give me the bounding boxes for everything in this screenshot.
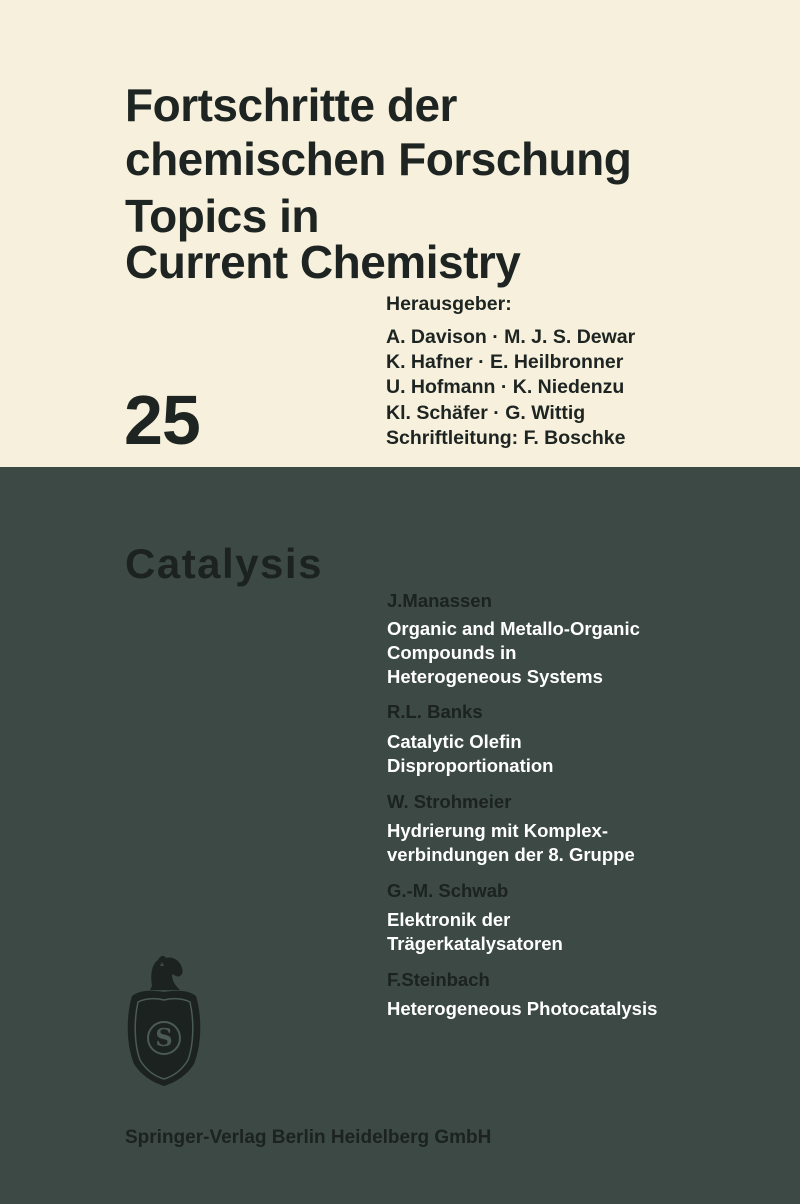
series-title-en-line2: Current Chemistry <box>125 236 521 288</box>
contribution-author: F.Steinbach <box>387 969 490 990</box>
contribution-title: Organic and Metallo-Organic <box>387 618 640 639</box>
contribution-title: Disproportionation <box>387 755 554 776</box>
editor-line: A. Davison · M. J. S. Dewar <box>386 326 636 348</box>
contribution-title: Heterogeneous Photocatalysis <box>387 998 658 1019</box>
subject-title: Catalysis <box>125 540 323 587</box>
contribution-title: verbindungen der 8. Gruppe <box>387 844 635 865</box>
volume-number: 25 <box>124 381 200 459</box>
editor-line: U. Hofmann · K. Niedenzu <box>386 376 625 398</box>
contribution-author: R.L. Banks <box>387 701 483 722</box>
series-title-de-line2: chemischen Forschung <box>125 133 632 185</box>
cover-top-panel <box>0 0 800 467</box>
contribution-author: G.-M. Schwab <box>387 880 509 901</box>
editors-label: Herausgeber: <box>386 293 512 315</box>
springer-knight-logo-icon <box>122 952 206 1088</box>
contribution-title: Catalytic Olefin <box>387 731 522 752</box>
logo-monogram: S <box>155 1023 173 1052</box>
contribution-title: Elektronik der <box>387 909 511 930</box>
contribution-title: Trägerkatalysatoren <box>387 933 563 954</box>
managing-editor: Schriftleitung: F. Boschke <box>386 427 626 449</box>
contribution-author: J.Manassen <box>387 590 492 611</box>
series-title-en-line1: Topics in <box>125 190 319 242</box>
contribution-title: Hydrierung mit Komplex- <box>387 820 608 841</box>
publisher-imprint: Springer-Verlag Berlin Heidelberg GmbH <box>125 1127 492 1148</box>
editor-line: K. Hafner · E. Heilbronner <box>386 351 624 373</box>
editor-line: Kl. Schäfer · G. Wittig <box>386 402 586 424</box>
series-title-de-line1: Fortschritte der <box>125 79 457 131</box>
contribution-author: W. Strohmeier <box>387 791 512 812</box>
contribution-title: Heterogeneous Systems <box>387 666 603 687</box>
contribution-title: Compounds in <box>387 642 517 663</box>
